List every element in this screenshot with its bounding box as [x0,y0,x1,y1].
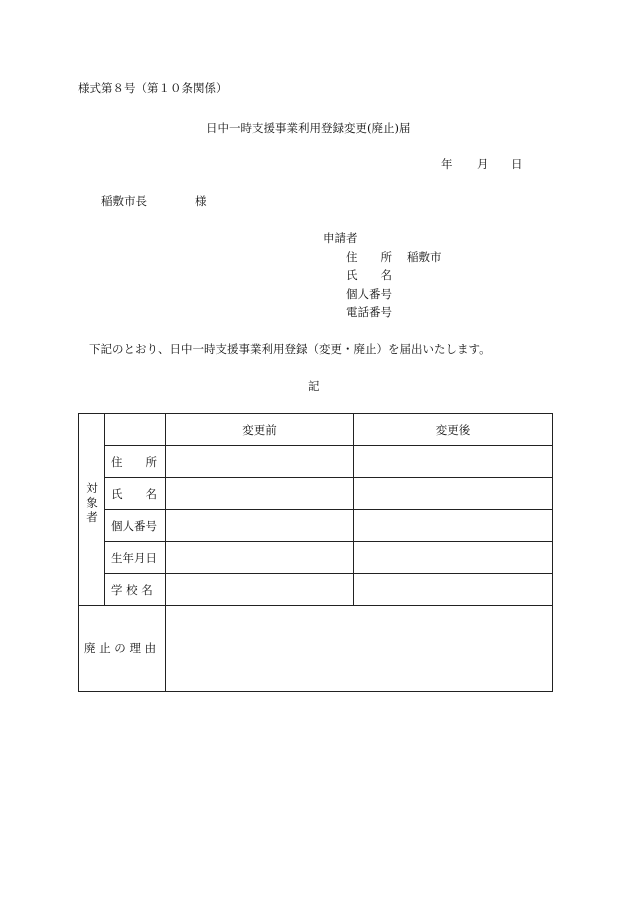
form-number: 様式第８号（第１０条関係） [78,81,228,95]
row-label-name: 氏 名 [111,487,157,501]
applicant-id-label: 個人番号 [346,287,392,301]
target-person-group-label: 対象者 [85,482,99,526]
date-year-label: 年 [441,157,453,171]
row-label-birthdate: 生年月日 [111,551,157,565]
applicant-name-label: 氏 名 [346,268,392,282]
applicant-phone-label: 電話番号 [346,305,392,319]
row-label-address: 住 所 [111,455,157,469]
body-text: 下記のとおり、日中一時支援事業利用登録（変更・廃止）を届出いたします。 [89,342,491,356]
addressee-name: 稲敷市長 [101,194,147,208]
applicant-address-label: 住 所 [346,250,392,264]
date-day-label: 日 [511,157,523,171]
ki-heading: 記 [308,379,320,393]
column-header-before: 変更前 [242,423,277,437]
applicant-address-value: 稲敷市 [407,250,442,264]
row-label-id-number: 個人番号 [111,519,157,533]
document-title: 日中一時支援事業利用登録変更(廃止)届 [206,121,411,135]
applicant-heading: 申請者 [323,231,358,245]
date-month-label: 月 [477,157,489,171]
addressee-honorific: 様 [195,194,207,208]
row-label-school-name: 学 校 名 [111,583,153,597]
row-label-discontinuation-reason: 廃 止 の 理 由 [84,641,157,655]
column-header-after: 変更後 [435,423,471,437]
